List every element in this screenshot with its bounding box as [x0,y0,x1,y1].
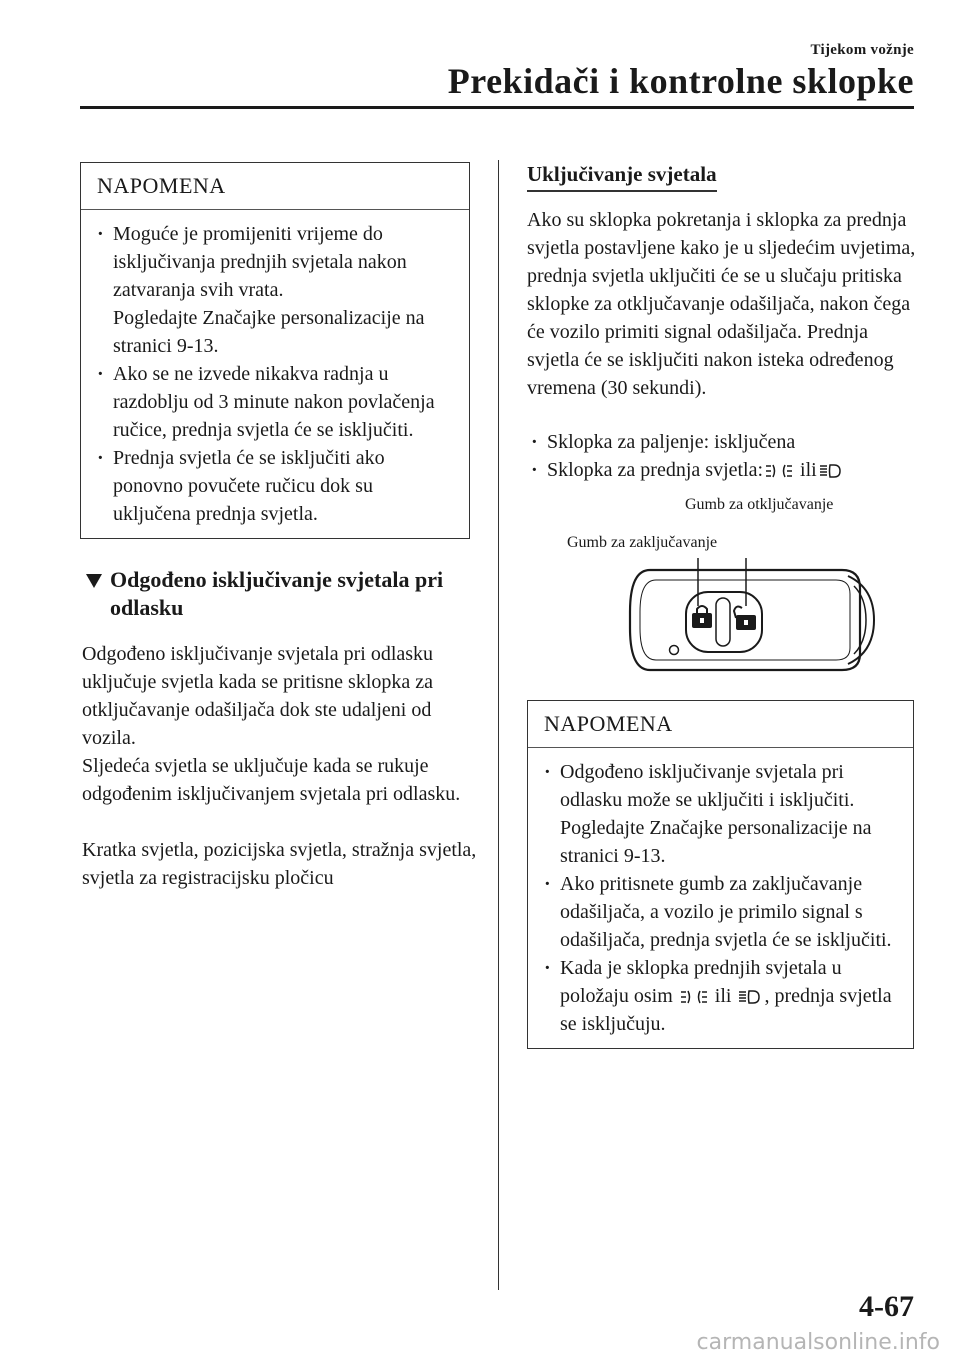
unlock-icon [734,607,756,630]
note-item-ref: Pogledajte Značajke personalizacije na stranici 9-13. [113,307,425,357]
condition-or: ili [800,459,817,481]
section-heading [86,566,476,622]
note-item-text: Prednja svjetla će se isključiti ako ponovno povučete ručicu dok su uključena prednja svjetla. [113,447,385,525]
note-box-right [527,700,914,1049]
figure-unlock-label: Gumb za otključavanje [685,496,834,513]
section-heading-text: Odgođeno isključivanje svjetala pri odlasku [110,567,444,620]
condition-item: · Sklopka za paljenje: isključena [527,428,845,456]
watermark: carmanualsonline.info [696,1330,940,1355]
condition-item [527,456,845,484]
body-paragraph: Ako su sklopka pokretanja i sklopka za prednja svjetla postavljene kako je u sljedećim uvjetima, prednja svjetla uključiti će se u slučaju pritiska sklopke za otključavanje odašiljača, nakon čega će vozilo primiti signal odašiljača. Prednja svjetla će se isključiti nakon isteka određenog vremena (30 sekundi). [527,209,916,399]
headlight-icon [820,463,842,479]
note-item-text: Moguće je promijeniti vrijeme do isključivanja prednjih svjetala nakon zatvaranja svih vrata. [113,223,407,301]
note-item [542,954,899,1038]
note-list [528,748,913,1048]
note-item [95,220,455,360]
note-item-ref: Pogledajte Značajke personalizacije na stranici 9-13. [560,817,872,867]
body-paragraph: Kratka svjetla, pozicijska svjetla, stražnja svjetla, svjetla za registracijsku pločicu [82,839,477,889]
body-paragraph: Sljedeća svjetla se uključuje kada se rukuje odgođenim isključivanjem svjetala pri odlasku. [82,755,461,805]
note-item-text: Kada je sklopka prednjih svjetala u položaju osim [560,957,842,1007]
note-item [95,360,455,444]
column-divider [498,160,499,1290]
note-item-text: Ako se ne izvede nikakva radnja u razdoblju od 3 minute nakon povlačenja ručice, prednja svjetla će se isključiti. [113,363,435,441]
lock-icon [692,606,712,628]
note-item [542,758,899,870]
triangle-marker-icon [86,574,102,588]
parking-lights-icon [766,463,792,479]
note-box-left [80,162,470,539]
parking-lights-icon [681,989,707,1005]
note-item-text: , prednja svjetla se isključuju. [560,985,892,1035]
note-item [95,444,455,528]
figure-lock-label: Gumb za zaključavanje [567,534,718,551]
condition-list [527,428,845,484]
note-list [81,210,469,538]
headlight-icon [739,989,761,1005]
note-item [542,870,899,954]
note-item-text: Odgođeno isključivanje svjetala pri odlasku može se uključiti i isključiti. [560,761,855,811]
note-heading: NAPOMENA [528,701,913,748]
sub-heading: Uključivanje svjetala [527,162,717,192]
body-paragraph: Odgođeno isključivanje svjetala pri odlasku uključuje svjetla kada se pritisne sklopka za otključavanje odašiljača dok ste udaljeni od vozila. [82,643,434,749]
note-item-or: ili [714,985,732,1007]
key-fob-illustration [612,558,882,678]
note-heading: NAPOMENA [81,163,469,210]
header-rule [80,106,914,109]
condition-text: Sklopka za prednja svjetla: [547,459,764,481]
page-title: Prekidači i kontrolne sklopke [447,61,914,101]
page-number: 4-67 [859,1290,914,1323]
header-section: Tijekom vožnje [810,42,914,58]
note-item-text: Ako pritisnete gumb za zaključavanje odašiljača, a vozilo je primilo signal s odašiljača, prednja svjetla će se isključiti. [560,873,892,951]
